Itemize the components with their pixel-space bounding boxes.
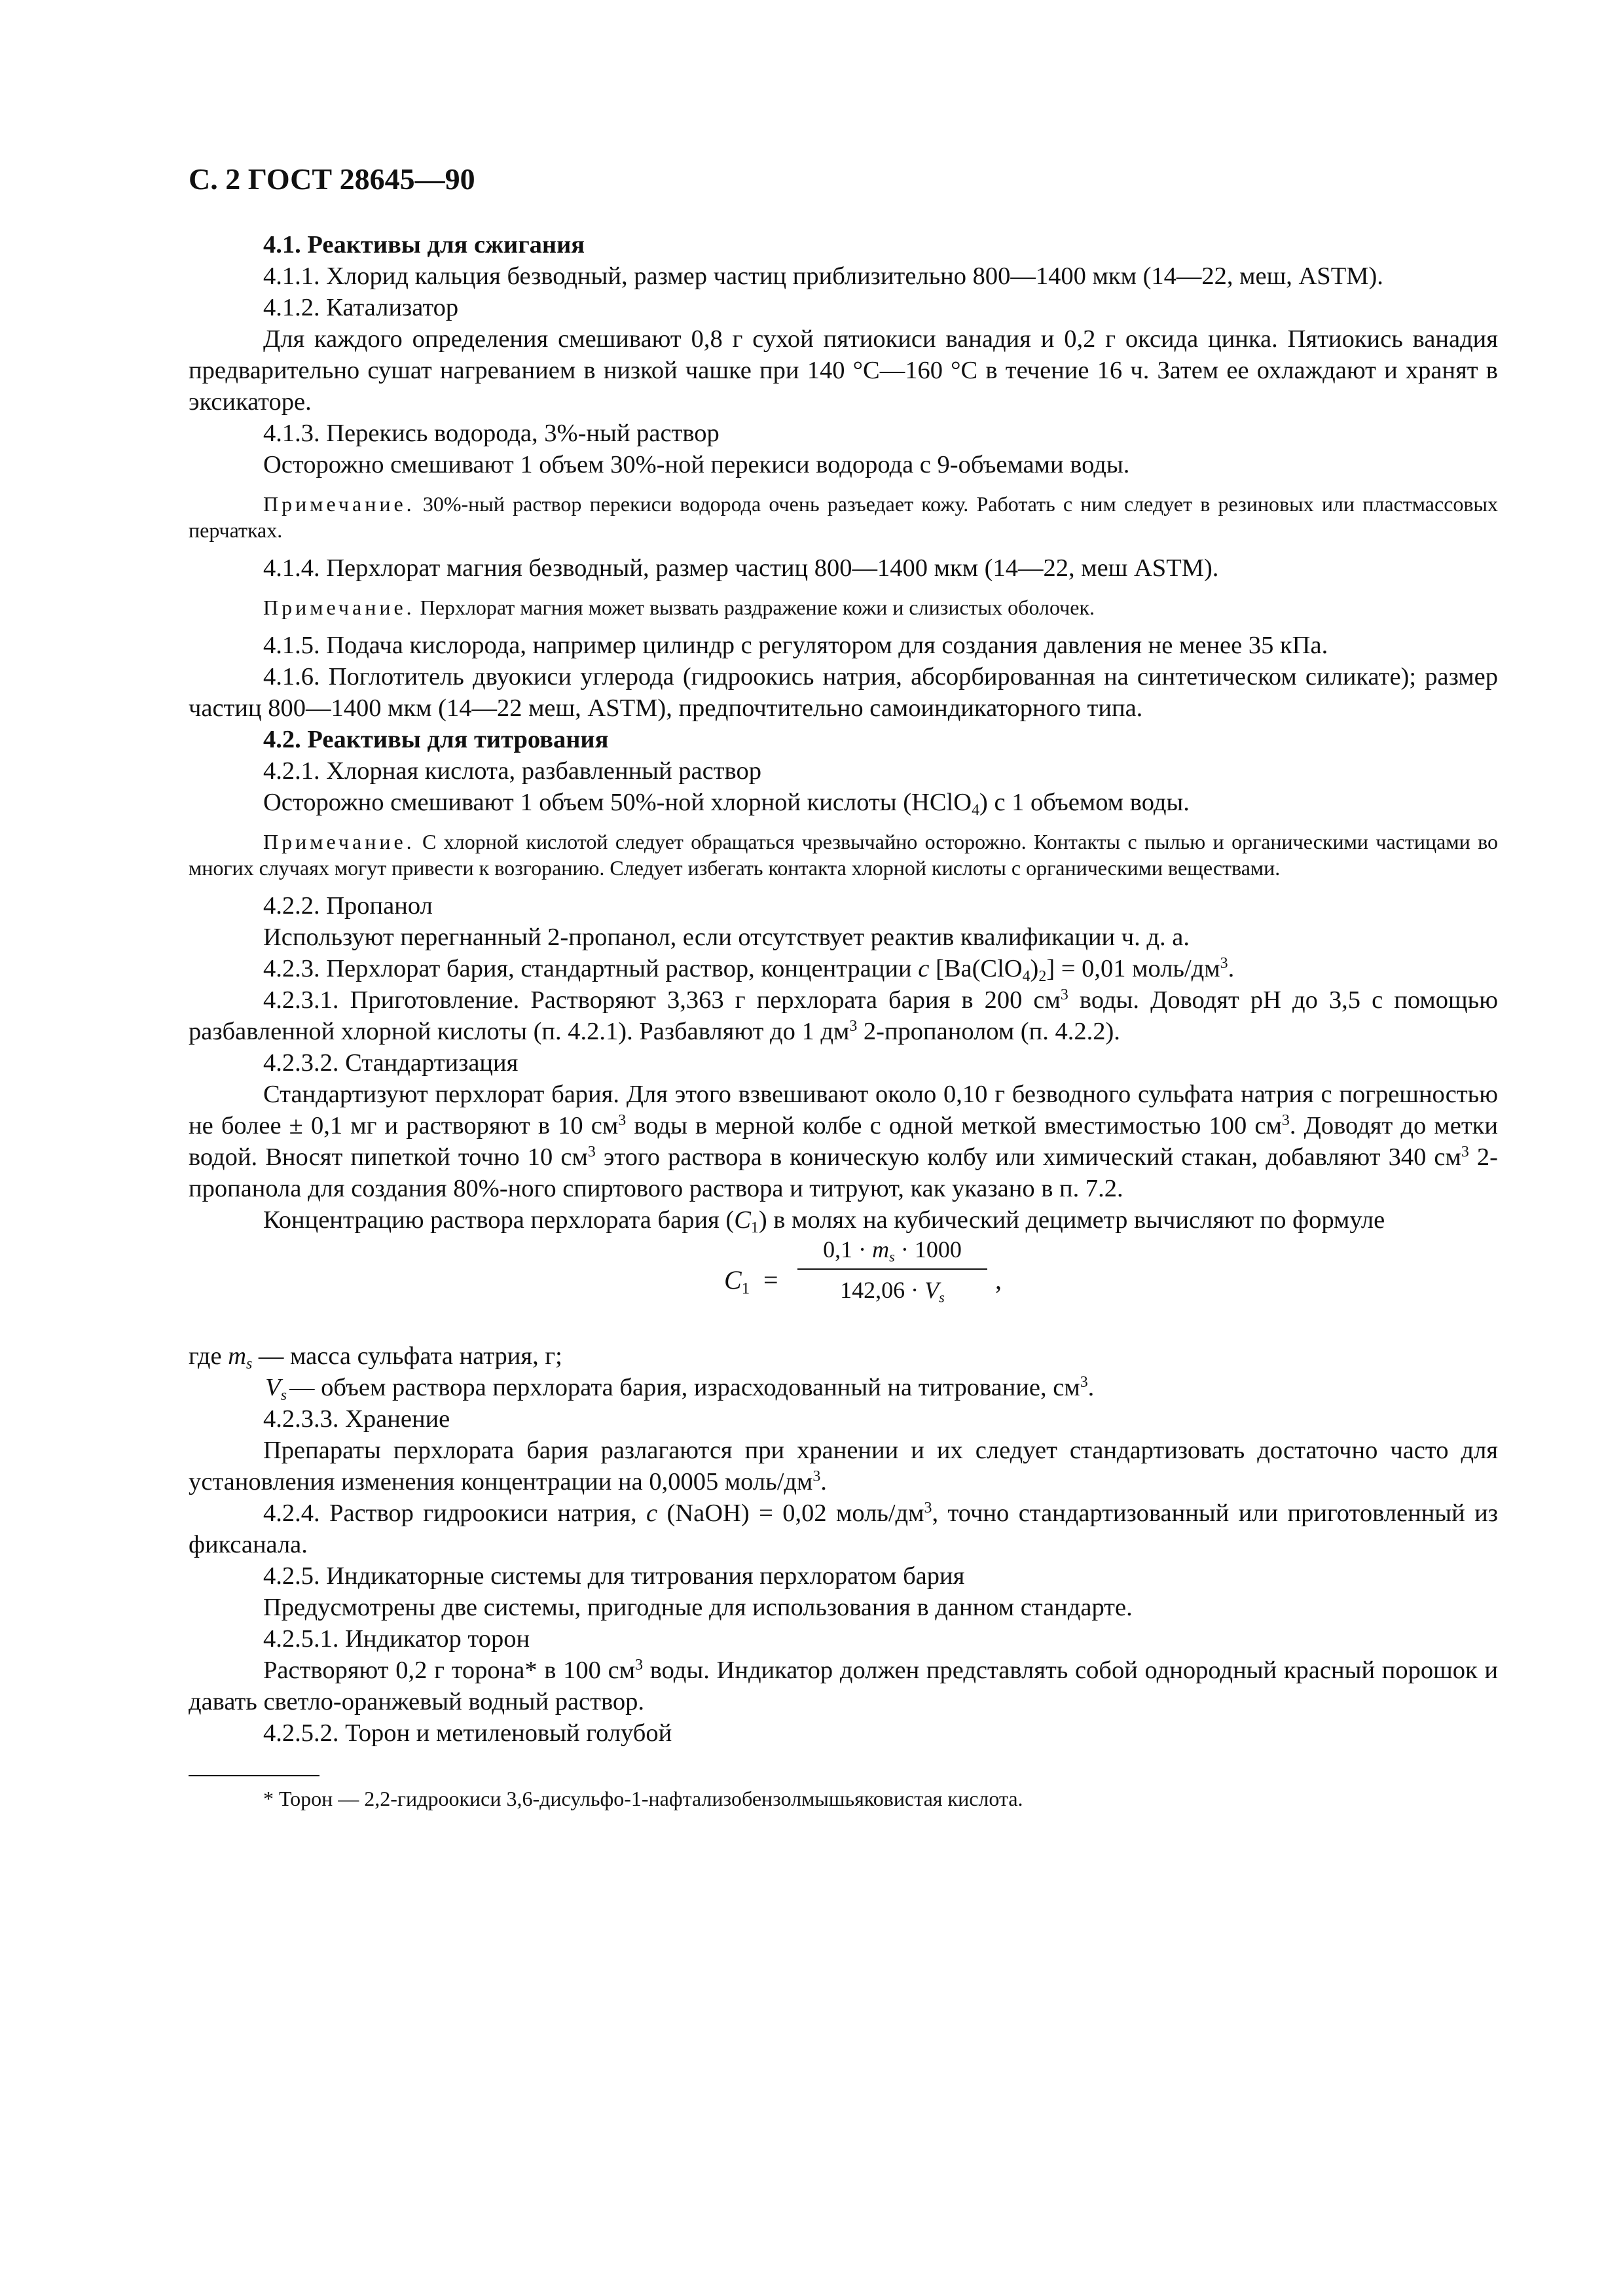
formula-equals: =: [763, 1265, 778, 1295]
clause-4-1-4: 4.1.4. Перхлорат магния безводный, размер частиц 800—1400 мкм (14—22, меш ASTM).: [263, 554, 1219, 582]
note-2: [189, 594, 1498, 620]
formula-c1: [189, 1236, 1498, 1340]
fraction-bar: [797, 1268, 987, 1270]
section-heading-4-2: 4.2. Реактивы для титрования: [263, 726, 609, 753]
clause-4-2-5-1-text: Растворяют 0,2 г торона* в 100 $см^3$ воды. Индикатор должен представлять собой однородный красный порошок и давать светло-оранжевый водный раствор.: [189, 1656, 1498, 1715]
clause-4-1-2-text: Для каждого определения смешивают 0,8 г сухой пятиокиси ванадия и 0,2 г оксида цинка. Пятиокись ванадия предварительно сушат нагреванием в низкой чашке при 140 °С—160 °С в течение 16 ч. Затем ее охлаждают и хранят в эксикаторе.: [189, 325, 1498, 416]
text-column: [189, 161, 1498, 1812]
formula-denominator: $142,06 \cdot V_s$: [840, 1277, 945, 1306]
clause-4-1-6: 4.1.6. Поглотитель двуокиси углерода (гидроокись натрия, абсорбированная на синтетическом силикате); размер частиц 800—1400 мкм (14—22 меш, ASTM), предпочтительно самоиндикаторного типа.: [189, 663, 1498, 722]
note-text: С хлорной кислотой следует обращаться чрезвычайно осторожно. Контакты с пылью и органическими частицами во многих случаях могут привести к возгоранию. Следует избегать контакта хлорной кислоты с органическими веществами.: [189, 830, 1498, 880]
clause-4-2-3-3: 4.2.3.3. Хранение: [263, 1405, 450, 1433]
note-3: [189, 829, 1498, 881]
formula-comma: ,: [995, 1265, 1002, 1295]
clause-4-2-1: 4.2.1. Хлорная кислота, разбавленный раствор: [263, 757, 761, 785]
note-label: Примечание.: [263, 596, 415, 619]
clause-4-2-3-2: 4.2.3.2. Стандартизация: [263, 1049, 519, 1077]
clause-4-2-5: 4.2.5. Индикаторные системы для титрования перхлоратом бария: [263, 1562, 965, 1590]
note-label: Примечание.: [263, 492, 415, 516]
clause-4-1-3-text: Осторожно смешивают 1 объем 30%-ной перекиси водорода с 9-объемами воды.: [263, 451, 1130, 478]
clause-4-1-3: 4.1.3. Перекись водорода, 3%-ный раствор: [263, 420, 720, 447]
note-label: Примечание.: [263, 830, 415, 853]
clause-4-2-2-text: Используют перегнанный 2-пропанол, если отсутствует реактив квалификации ч. д. а.: [263, 924, 1190, 951]
where-vs: $V_s$ — объем раствора перхлората бария, израсходованный на титрование, $см^3$.: [265, 1373, 1095, 1405]
clause-4-1-2: 4.1.2. Катализатор: [263, 294, 459, 321]
concentration-intro: Концентрацию раствора перхлората бария $(C_1)$ в молях на кубический дециметр вычисляют по формуле: [263, 1206, 1385, 1237]
clause-4-1-1: 4.1.1. Хлорид кальция безводный, размер частиц приблизительно 800—1400 мкм (14—22, меш, ASTM).: [263, 262, 1383, 290]
section-heading-4-1: 4.1. Реактивы для сжигания: [263, 231, 585, 259]
clause-4-2-3: 4.2.3. Перхлорат бария, стандартный раствор, концентрации c $[Ba(ClO_4)_2] = 0,01$ моль/$дм^3$.: [263, 954, 1235, 986]
clause-4-2-4: 4.2.4. Раствор гидроокиси натрия, c (NaOH) = 0,02 моль/$дм^3$, точно стандартизованный или приготовленный из фиксанала.: [189, 1499, 1498, 1558]
clause-4-2-5-1: 4.2.5.1. Индикатор торон: [263, 1625, 530, 1653]
formula-numerator: $0,1 \cdot m_s \cdot 1000$: [823, 1236, 962, 1265]
clause-4-2-5-text: Предусмотрены две системы, пригодные для использования в данном стандарте.: [263, 1594, 1133, 1621]
clause-4-2-3-1: 4.2.3.1. Приготовление. Растворяют 3,363 г перхлората бария в 200 $см^3$ воды. Доводят pH до 3,5 с помощью разбавленной хлорной кислоты (п. 4.2.1). Разбавляют до 1 $дм^3$ 2-пропанолом (п. 4.2.2).: [189, 986, 1498, 1045]
clause-4-2-5-2: 4.2.5.2. Торон и метиленовый голубой: [263, 1719, 672, 1747]
note-text: 30%-ный раствор перекиси водорода очень разъедает кожу. Работать с ним следует в резиновых или пластмассовых перчатках.: [189, 492, 1498, 542]
clause-4-2-2: 4.2.2. Пропанол: [263, 892, 433, 920]
footnote: * Торон — 2,2-гидроокиси 3,6-дисульфо-1-нафтализобензолмышьяковистая кислота.: [263, 1787, 1023, 1810]
clause-4-1-5: 4.1.5. Подача кислорода, например цилиндр с регулятором для создания давления не менее 35 кПа.: [263, 632, 1328, 659]
formula-lhs: $C_1$: [724, 1265, 750, 1298]
note-1: [189, 491, 1498, 543]
note-text: Перхлорат магния может вызвать раздражение кожи и слизистых оболочек.: [414, 596, 1095, 619]
where-ms: где $m_s$ — масса сульфата натрия, г;: [189, 1342, 562, 1373]
running-head: С. 2 ГОСТ 28645—90: [189, 162, 475, 196]
clause-4-2-3-2-text: Стандартизуют перхлорат бария. Для этого взвешивают около 0,10 г безводного сульфата натрия с погрешностью не более ± 0,1 мг и растворяют в 10 $см^3$ воды в мерной колбе с одной меткой вместимостью 100 $см^3$. Доводят до метки водой. Вносят пипеткой точно 10 $см^3$ этого раствора в коническую колбу или химический стакан, добавляют 340 $см^3$ 2-пропанола для создания 80%-ного спиртового раствора и титруют, как указано в п. 7.2.: [189, 1081, 1498, 1202]
clause-4-2-1-text: Осторожно смешивают 1 объем 50%-ной хлорной кислоты (HClO$_4$) с 1 объемом воды.: [263, 789, 1190, 819]
clause-4-2-3-3-text: Препараты перхлората бария разлагаются при хранении и их следует стандартизовать достаточно часто для установления изменения концентрации на 0,0005 моль/$дм^3$.: [189, 1437, 1498, 1496]
footnote-rule: [189, 1775, 319, 1776]
